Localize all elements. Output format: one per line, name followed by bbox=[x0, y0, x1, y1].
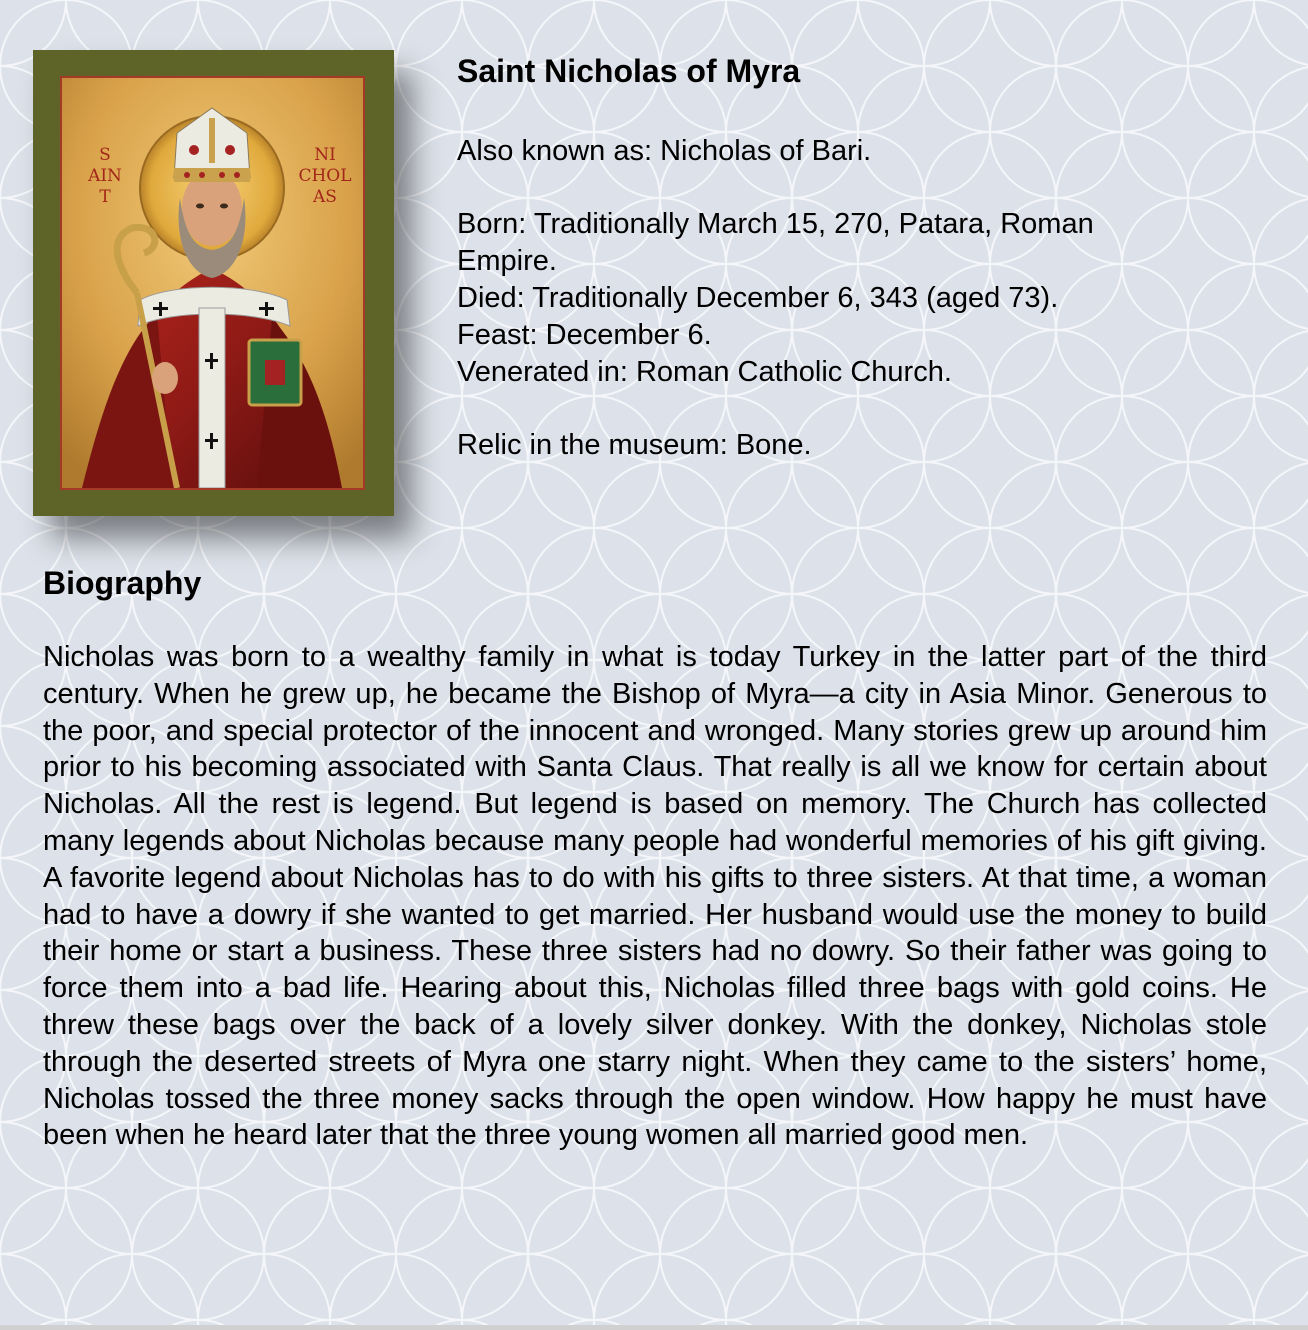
feast-info: Feast: December 6. bbox=[457, 319, 712, 351]
icon-painting bbox=[60, 76, 365, 490]
icon-inscription-right-3: AS bbox=[313, 187, 337, 207]
icon-inscription-left-2: AIN bbox=[88, 166, 122, 186]
biography-heading: Biography bbox=[43, 565, 202, 601]
venerated-info: Venerated in: Roman Catholic Church. bbox=[457, 356, 952, 388]
saint-icon-image bbox=[33, 50, 394, 516]
icon-inscription-left-1: S bbox=[99, 145, 111, 165]
saint-nicholas-icon bbox=[62, 78, 363, 488]
born-info: Born: Traditionally March 15, 270, Patara, Roman Empire. bbox=[457, 208, 1094, 277]
icon-inscription-right-1: NI bbox=[314, 145, 336, 165]
icon-inscription-right-2: CHOL bbox=[298, 166, 352, 186]
also-known-as: Also known as: Nicholas of Bari. bbox=[457, 135, 872, 167]
biography-text: Nicholas was born to a wealthy family in what is today Turkey in the latter part of the third century. When he grew up, he became the Bishop of Myra—a city in Asia Minor. Generous to the poor, and special protector of the innocent and wronged. Many stories grew up around him prior to his becoming associated with Santa Claus. That really is all we know for certain about Nicholas. All the rest is legend. But legend is based on memory. The Church has collected many legends about Nicholas because many people had wonderful memories of his gift giving. A favorite legend about Nicholas has to do with his gifts to three sisters. At that time, a woman had to have a dowry if she wanted to get married. Her husband would use the money to build their home or start a business. These three sisters had no dowry. So their father was going to force them into a bad life. Hearing about this, Nicholas filled three bags with gold coins. He threw these bags over the back of a lovely silver donkey. With the donkey, Nicholas stole through the deserted streets of Myra one starry night. When they came to the sisters’ home, Nicholas tossed the three money sacks through the open window. How happy he must have been when he heard later that the three young women all married good men. bbox=[43, 641, 1267, 1152]
relic-info: Relic in the museum: Bone. bbox=[457, 429, 812, 461]
saint-facts bbox=[457, 206, 1177, 391]
icon-inscription-left-3: T bbox=[99, 187, 111, 207]
died-info: Died: Traditionally December 6, 343 (aged 73). bbox=[457, 282, 1059, 314]
saint-name-title: Saint Nicholas of Myra bbox=[457, 53, 801, 89]
